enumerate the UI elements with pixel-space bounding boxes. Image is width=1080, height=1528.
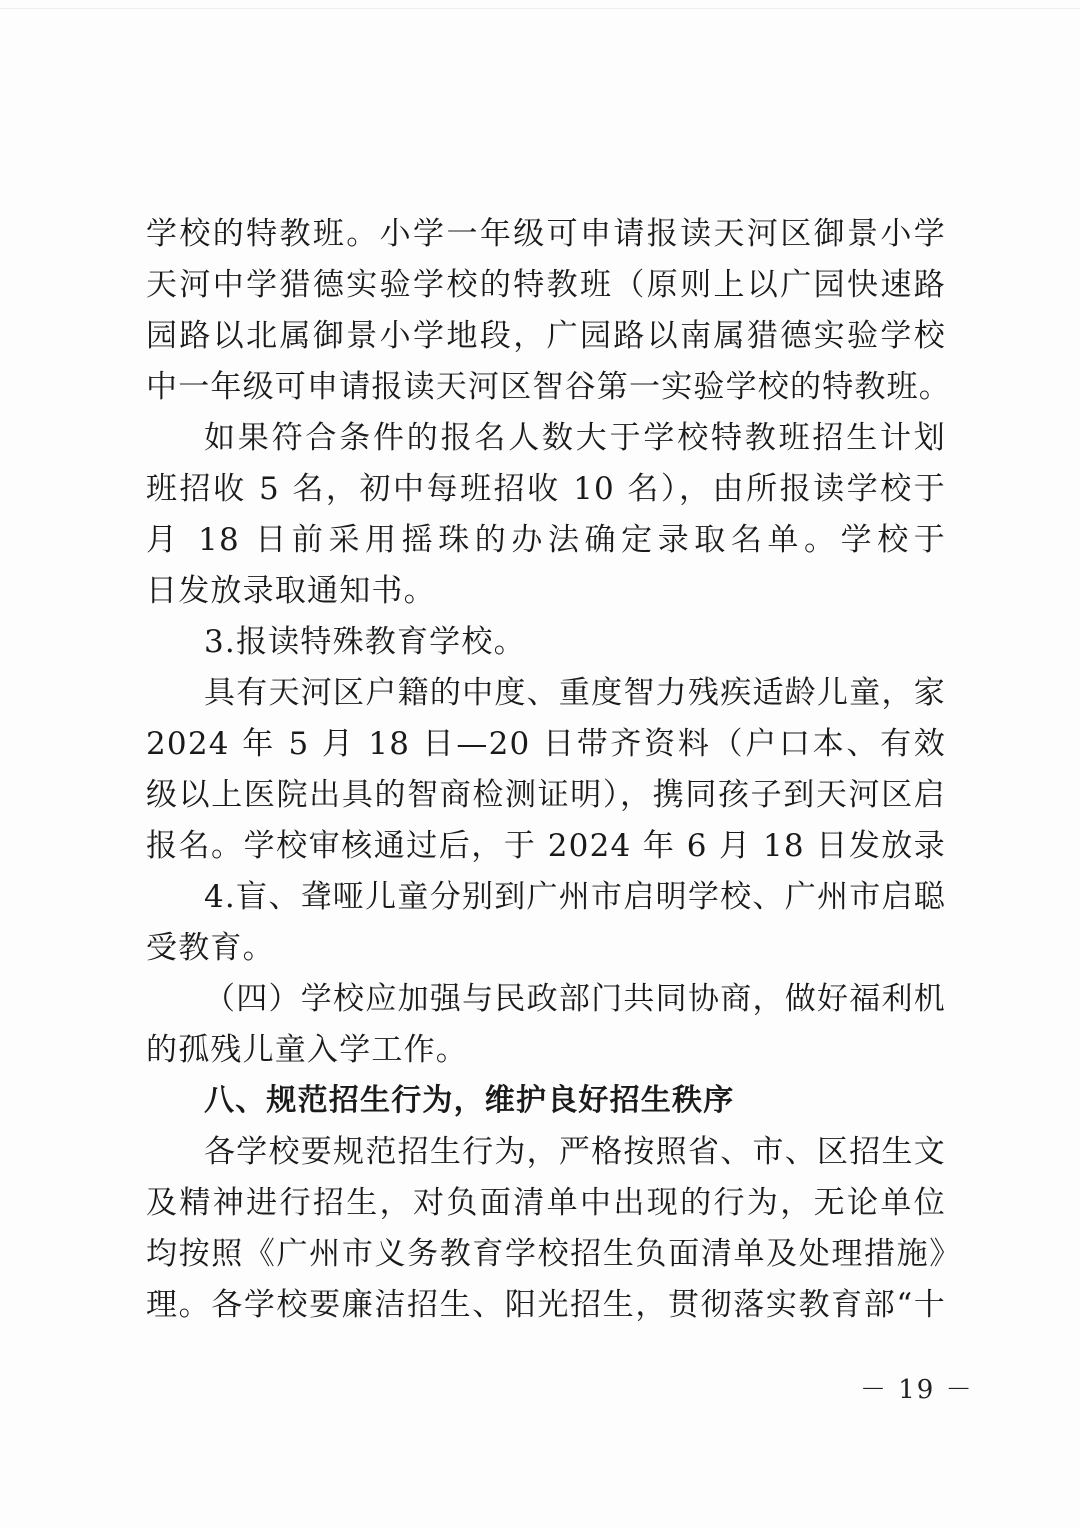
body-text-line: （四）学校应加强与民政部门共同协商，做好福利机 — [204, 981, 946, 1017]
body-text-line: 均按照《广州市义务教育学校招生负面清单及处理措施》 — [146, 1236, 946, 1272]
body-text-line: 日发放录取通知书。 — [146, 573, 436, 609]
body-text-line: 园路以北属御景小学地段，广园路以南属猎德实验学校 — [146, 318, 946, 354]
body-text-line: 学校的特教班。小学一年级可申请报读天河区御景小学 — [146, 216, 946, 252]
section-heading: 八、规范招生行为，维护良好招生秩序 — [204, 1083, 735, 1118]
body-text-line: 级以上医院出具的智商检测证明），携同孩子到天河区启 — [146, 777, 946, 813]
body-text-line: 的孤残儿童入学工作。 — [146, 1032, 468, 1068]
body-text-line: 中一年级可申请报读天河区智谷第一实验学校的特教班。 — [146, 369, 951, 405]
body-text-line: 受教育。 — [146, 930, 275, 966]
body-text-line: 天河中学猎德实验学校的特教班（原则上以广园快速路 — [146, 267, 946, 303]
body-text-line: 及精神进行招生，对负面清单中出现的行为，无论单位 — [146, 1185, 946, 1221]
subsection-heading: 4.盲、聋哑儿童分别到广州市启明学校、广州市启聪 — [204, 879, 946, 915]
body-text-line: 报名。学校审核通过后，于 2024 年 6 月 18 日发放录 — [146, 828, 946, 864]
page-top-edge — [0, 8, 1080, 9]
body-text-line: 各学校要规范招生行为，严格按照省、市、区招生文 — [204, 1134, 946, 1170]
body-text-line: 具有天河区户籍的中度、重度智力残疾适龄儿童，家 — [204, 675, 946, 711]
page-number: － 19 － — [860, 1375, 974, 1405]
body-text-line: 月 18 日前采用摇珠的办法确定录取名单。学校于 — [146, 522, 946, 558]
subsection-heading: 3.报读特殊教育学校。 — [204, 624, 526, 660]
body-text-line: 班招收 5 名，初中每班招收 10 名），由所报读学校于 — [146, 471, 946, 507]
body-text-line: 2024 年 5 月 18 日—20 日带齐资料（户口本、有效 — [146, 726, 946, 762]
body-text-line: 如果符合条件的报名人数大于学校特教班招生计划 — [204, 420, 946, 456]
body-text-line: 理。各学校要廉洁招生、阳光招生，贯彻落实教育部“十 — [146, 1287, 946, 1323]
